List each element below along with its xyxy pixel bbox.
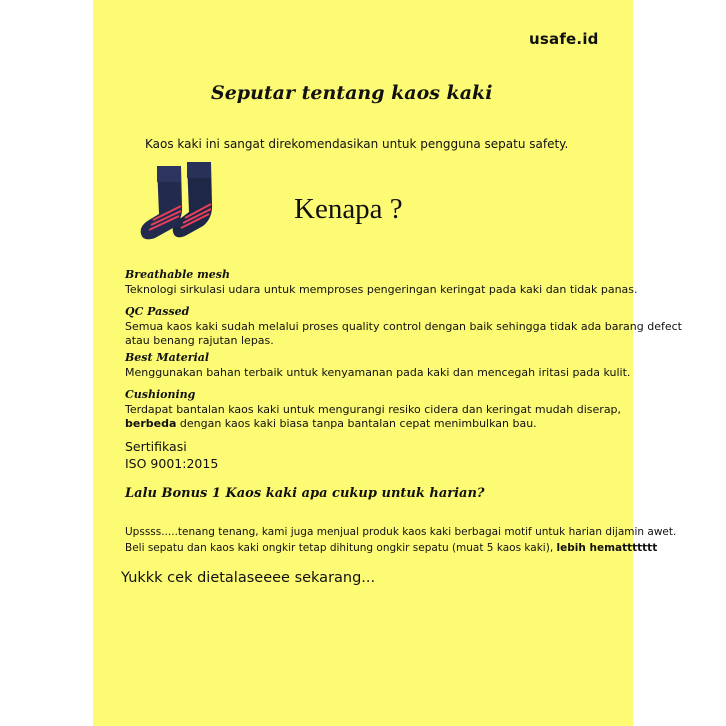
upsell-line2 <box>125 540 676 556</box>
certification-value: ISO 9001:2015 <box>125 456 219 471</box>
upsell-text <box>125 524 676 556</box>
socks-product-image <box>135 156 235 244</box>
feature-title-cushioning: Cushioning <box>125 388 196 401</box>
certification-label: Sertifikasi <box>125 439 187 454</box>
upsell-emphasis: lebih hemattttttt <box>556 542 658 554</box>
certification-block <box>125 438 218 472</box>
feature-text-cushioning-rest: dengan kaos kaki biasa tanpa bantalan cepat menimbulkan bau. <box>176 417 537 430</box>
call-to-action: Yukkk cek dietalaseeee sekarang... <box>121 570 376 586</box>
feature-text-cushioning-line1: Terdapat bantalan kaos kaki untuk mengurangi resiko cidera dan keringat mudah diserap, <box>125 403 622 416</box>
question-heading: Kenapa ? <box>294 193 403 225</box>
feature-text-qc-line2: atau benang rajutan lepas. <box>125 334 274 347</box>
upsell-line2-text: Beli sepatu dan kaos kaki ongkir tetap dihitung ongkir sepatu (muat 5 kaos kaki), <box>125 542 557 554</box>
bonus-question: Lalu Bonus 1 Kaos kaki apa cukup untuk harian? <box>125 486 485 501</box>
bold-emphasis: berbeda <box>125 417 177 430</box>
feature-text-cushioning-line2 <box>125 416 537 431</box>
brand-label: usafe.id <box>529 30 599 48</box>
product-info-page <box>93 0 682 726</box>
feature-text-breathable: Teknologi sirkulasi udara untuk memproses pengeringan keringat pada kaki dan tidak panas. <box>125 283 638 296</box>
feature-text-qc-line1: Semua kaos kaki sudah melalui proses quality control dengan baik sehingga tidak ada barang defect <box>125 320 682 333</box>
intro-text: Kaos kaki ini sangat direkomendasikan untuk pengguna sepatu safety. <box>145 137 569 151</box>
page-title: Seputar tentang kaos kaki <box>211 82 493 104</box>
feature-title-qc: QC Passed <box>125 305 190 318</box>
feature-title-material: Best Material <box>125 351 210 364</box>
feature-title-breathable: Breathable mesh <box>125 268 230 281</box>
feature-text-material: Menggunakan bahan terbaik untuk kenyamanan pada kaki dan mencegah iritasi pada kulit. <box>125 366 631 379</box>
upsell-line1: Upssss.....tenang tenang, kami juga menjual produk kaos kaki berbagai motif untuk harian dijamin awet. <box>125 526 677 538</box>
